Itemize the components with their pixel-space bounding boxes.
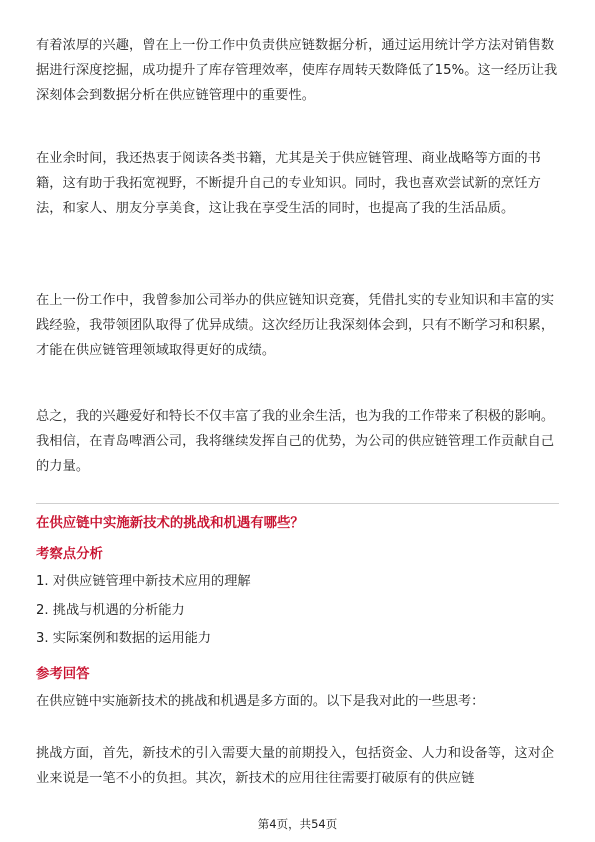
analysis-item: 3. 实际案例和数据的运用能力 xyxy=(36,631,212,646)
question-title: 在供应链中实施新技术的挑战和机遇有哪些？ xyxy=(36,516,304,531)
page-number-footer: 第4页，共54页 xyxy=(257,817,338,831)
analysis-heading: 考察点分析 xyxy=(36,547,103,562)
body-paragraph: 有着浓厚的兴趣，曾在上一份工作中负责供应链数据分析，通过运用统计学方法对销售数据进行深度挖掘，成功提升了库存管理效率，使库存周转天数降低了15%。这一经历让我深刻体会到数据分析在供应链管理中的重要性。 xyxy=(36,38,558,103)
analysis-item: 1. 对供应链管理中新技术应用的理解 xyxy=(36,574,251,589)
body-paragraph: 总之，我的兴趣爱好和特长不仅丰富了我的业余生活，也为我的工作带来了积极的影响。我相信，在青岛啤酒公司，我将继续发挥自己的优势，为公司的供应链管理工作贡献自己的力量。 xyxy=(36,409,555,474)
analysis-item: 2. 挑战与机遇的分析能力 xyxy=(36,603,185,618)
answer-intro: 在供应链中实施新技术的挑战和机遇是多方面的。以下是我对此的一些思考： xyxy=(36,694,485,709)
section-divider xyxy=(36,503,559,504)
body-paragraph: 在业余时间，我还热衷于阅读各类书籍，尤其是关于供应链管理、商业战略等方面的书籍，这有助于我拓宽视野，不断提升自己的专业知识。同时，我也喜欢尝试新的烹饪方法，和家人、朋友分享美食，这让我在享受生活的同时，也提高了我的生活品质。 xyxy=(36,151,541,216)
answer-body: 挑战方面，首先，新技术的引入需要大量的前期投入，包括资金、人力和设备等，这对企业来说是一笔不小的负担。其次，新技术的应用往往需要打破原有的供应链 xyxy=(36,746,555,786)
body-paragraph: 在上一份工作中，我曾参加公司举办的供应链知识竞赛，凭借扎实的专业知识和丰富的实践经验，我带领团队取得了优异成绩。这次经历让我深刻体会到，只有不断学习和积累，才能在供应链管理领域取得更好的成绩。 xyxy=(36,293,555,358)
answer-heading: 参考回答 xyxy=(36,667,90,682)
